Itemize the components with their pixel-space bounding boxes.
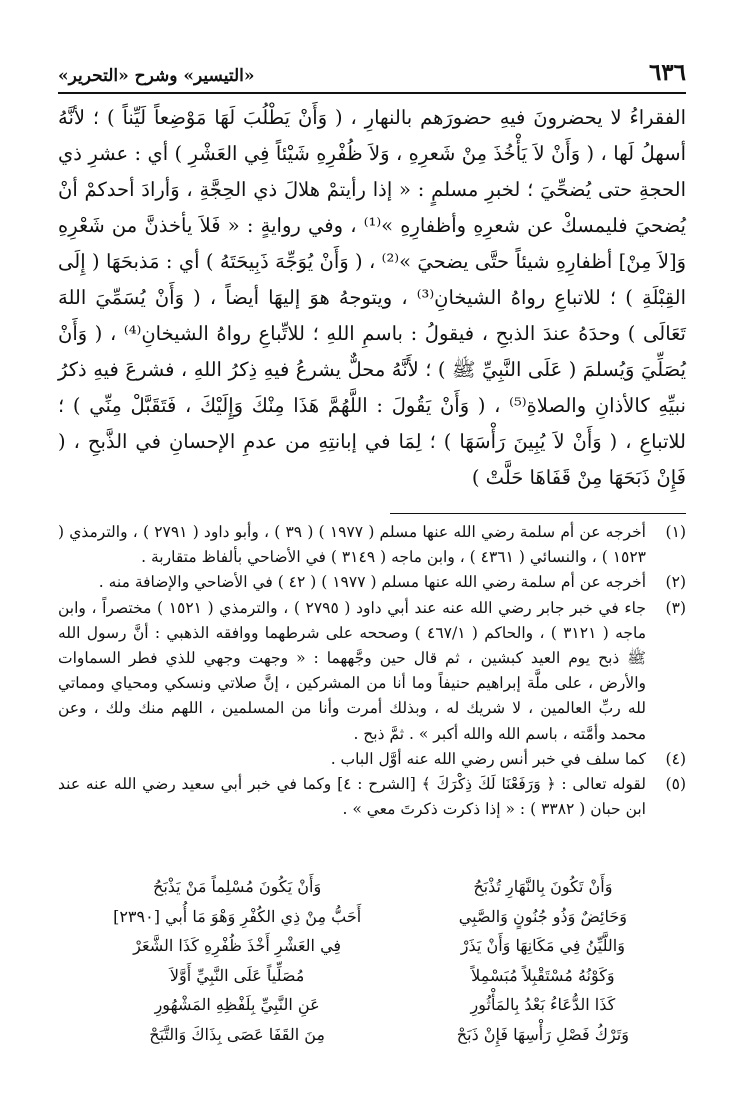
verse-first-half: وَاللَّيِّنُ فِي مَكَانِهَا وَأَنْ يَذَرْ xyxy=(460,936,625,955)
verse-second-half: وَأَنْ يَكُونَ مُسْلِماً مَنْ يَذْبَحُ xyxy=(153,877,322,896)
verse-second-half: أَحَبُّ مِنْ ذِي الكُفْرِ وَهْوَ مَا أُبي [٢٣٩٠] xyxy=(113,906,362,926)
poem-line xyxy=(96,961,684,991)
main-text xyxy=(58,100,686,496)
verse-second-half: فِي العَشْرِ أَخْذَ ظُفْرِهِ كَذَا الشَّعَرْ xyxy=(133,936,342,955)
footnote xyxy=(58,747,686,772)
footnote xyxy=(58,520,686,570)
verse-first-half: وَكَوْنُهُ مُسْتَقْبِلاً مُبَسْمِلاً xyxy=(471,965,615,985)
footnote-text: لقوله تعالى : ﴿ وَرَفَعْنَا لَكَ ذِكْرَكَ ﴾ [الشرح : ٤] وكما في خبر أبي سعيد رضي الله عنه عند ابن حبان ( ٣٣٨٢ ) : « إذا ذكرت ذكرتَ معي » . xyxy=(58,775,646,819)
footnote-number: (١) xyxy=(665,523,686,541)
footnote-text: جاء في خبر جابر رضي الله عنه عند أبي داود ( ٢٧٩٥ ) ، والترمذي ( ١٥٢١ ) مختصراً ، وابن ماجه ( ٣١٢١ ) ، والحاكم ( ٤٦٧/١ ) وصححه على شرطهما ووافقه الذهبي : أنَّ رسول الله ﷺ ذبح يوم العيد كبشين ، ثم قال حين وجَّههما : « وجهت وجهي للذي فطر السماوات والأرض ، على ملَّة إبراهيم حنيفاً وما أنا من المشركين ، إنَّ صلاتي ونسكي ومحياي ومماتي لله ربِّ العالمين ، لا شريك له ، وبذلك أمرت وأنا من المسلمين ، اللهم منك ولك ، وعن محمد وأمَّته ، باسم الله والله أكبر » . ثمَّ ذبح . xyxy=(58,598,647,743)
verse-first-half: وَتَرْكُ فَصْلِ رَأْسِهَا فَإِنْ ذَبَحْ xyxy=(456,1024,629,1044)
main-paragraph: الفقراءُ لا يحضرونَ فيهِ حضورَهم بالنهارِ ، ( وَأَنْ يَطْلُبَ لَهَا مَوْضِعاً لَيِّناً ) ؛ لأنَّهُ أسهلُ لَها ، ( وَأَنْ لاَ يَأْخُذَ مِنْ شَعرِهِ ، وَلاَ ظُفْرِهِ شَيْئاً فِي العَشْرِ ) أي : عشرِ ذي الحجةِ حتى يُضحِّيَ ؛ لخبرِ مسلمٍ : « إذا رأيتمْ هلالَ ذي الحِجَّةِ ، وَأرادَ أحدكمْ أنْ يُضحيَ فليمسكْ عن شعرِهِ وأظفارِهِ »⁽¹⁾ ، وفي روايةٍ : « فَلاَ يأخذنَّ من شَعْرِهِ وَ[لاَ مِنْ] أظفارِهِ شيئاً حتَّى يضحيَ »⁽²⁾ ، ( وَأَنْ يُوَجِّهَ ذَبِيحَتَهُ ) أي : مَذبحَهَا ( إِلَى القِبْلَةِ ) ؛ للاتباعِ رواهُ الشيخانِ⁽³⁾ ، ويتوجهُ هوَ إليهَا أيضاً ، ( وَأَنْ يُسَمِّيَ اللهَ تَعَالَى ) وحدَهُ عندَ الذبحِ ، فيقولُ : باسمِ اللهِ ؛ للاتِّباعِ رواهُ الشيخانِ⁽⁴⁾ ، ( وَأَنْ يُصَلِّيَ وَيُسلمَ ( عَلَى النَّبِيِّ ﷺ ) ؛ لأَنَّهُ محلٌّ يشرعُ فيهِ ذِكرُ اللهِ ، فشرعَ فيهِ ذكرُ نبيِّهِ كالأذانِ والصلاةِ⁽⁵⁾ ، ( وَأَنْ يَقُولَ : اللَّهُمَّ هَذَا مِنْكَ وَإِلَيْكَ ، فَتَقَبَّلْ مِنِّي ) ؛ للاتباعِ ، ( وَأَنْ لاَ يُبِينَ رَأْسَهَا ) ؛ لِمَا في إبانتِهِ من عدمِ الإحسانِ في الذَّبحِ ، ( فَإِنْ ذَبَحَهَا مِنْ قَفَاهَا حَلَّتْ ) xyxy=(58,106,687,489)
footnote xyxy=(58,772,686,822)
footnote-text: أخرجه عن أم سلمة رضي الله عنها مسلم ( ١٩٧٧ ) ( ٤٢ ) في الأضاحي والإضافة منه . xyxy=(98,573,646,592)
poem-line xyxy=(96,990,684,1020)
verse-first-half: وَحَائِضٌ وَذُو جُنُونٍ وَالصَّبِي xyxy=(458,906,627,926)
verse-second-half: عَنِ النَّبِيِّ بِلَفْظِهِ المَشْهُورِ xyxy=(154,995,320,1014)
verse-first-half: كَذَا الدُّعَاءُ بَعْدُ بِالمَأْثُورِ xyxy=(470,995,616,1014)
header-rule xyxy=(58,92,686,94)
page-header xyxy=(58,52,686,92)
running-title: «التيسير» وشرح «التحرير» xyxy=(58,66,255,86)
footnote-separator xyxy=(390,513,686,514)
footnote xyxy=(58,596,686,747)
verse-second-half: مُصَلِّياً عَلَى النَّبِيِّ أَوَّلاَ xyxy=(169,965,305,985)
footnote-number: (٣) xyxy=(665,598,686,617)
poem-line xyxy=(96,1020,684,1050)
footnote xyxy=(58,570,686,595)
footnotes xyxy=(58,520,686,822)
footnote-number: (٥) xyxy=(665,775,686,794)
verse-second-half: مِنَ القَفَا عَصَى بِذَاكَ وَالتَّبَحْ xyxy=(149,1024,325,1044)
footnote-text: أخرجه عن أم سلمة رضي الله عنها مسلم ( ١٩٧٧ ) ( ٣٩ ) ، وأبو داود ( ٢٧٩١ ) ، والترمذي ( ١٥٢٣ ) ، والنسائي ( ٤٣٦١ ) ، وابن ماجه ( ٣١٤٩ ) في الأضاحي بألفاظ متقاربة . xyxy=(58,523,646,567)
poem-line xyxy=(96,931,684,961)
poem-line xyxy=(96,902,684,932)
poem-line xyxy=(96,872,684,902)
page-number: ٦٣٦ xyxy=(648,59,686,86)
footnote-text: كما سلف في خبر أنس رضي الله عنه أوَّل الباب . xyxy=(330,749,646,768)
footnote-number: (٢) xyxy=(665,573,686,592)
footnote-number: (٤) xyxy=(665,749,686,768)
verse-first-half: وَأَنْ تَكُونَ بِالنَّهَارِ تُذْبَحُ xyxy=(473,877,613,896)
poem-verses xyxy=(96,872,684,1049)
